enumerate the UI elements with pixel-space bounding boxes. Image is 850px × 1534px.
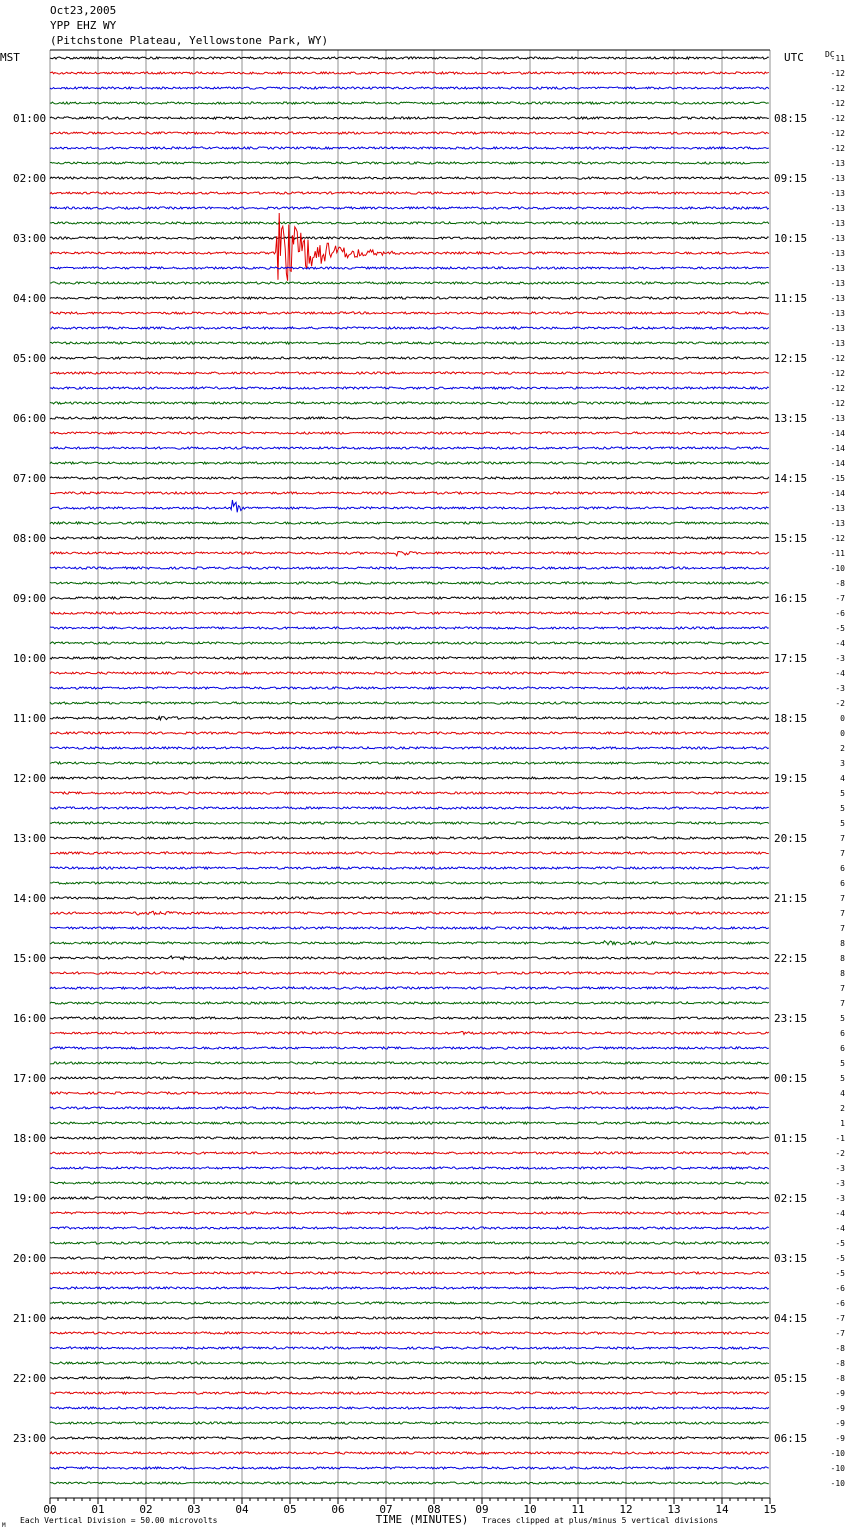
dc-offset-label: -3 [835, 1194, 845, 1203]
mst-hour-label: 20:00 [13, 1252, 47, 1265]
utc-hour-label: 06:15 [774, 1432, 808, 1445]
mst-hour-label: 01:00 [13, 112, 47, 125]
trace-68 [50, 1077, 769, 1079]
dc-offset-label: -14 [830, 459, 845, 468]
trace-21 [50, 372, 769, 374]
dc-offset-label: -4 [835, 669, 845, 678]
trace-88 [50, 1377, 769, 1379]
time-tick-label: 12 [619, 1503, 633, 1516]
trace-77 [50, 1212, 769, 1214]
trace-56 [50, 897, 769, 899]
trace-36 [50, 597, 769, 599]
dc-offset-label: 6 [840, 864, 845, 873]
dc-offset-label: -3 [835, 1164, 845, 1173]
time-tick-label: 00 [43, 1503, 57, 1516]
dc-offset-label: -9 [835, 1434, 845, 1443]
trace-18 [50, 327, 769, 329]
trace-95 [50, 1482, 769, 1484]
trace-10 [50, 207, 769, 209]
trace-22 [50, 387, 769, 389]
trace-45 [50, 732, 769, 734]
dc-offset-label: -13 [830, 294, 845, 303]
dc-offset-label: -13 [830, 309, 845, 318]
dc-offset-label: -13 [830, 264, 845, 273]
utc-hour-label: 11:15 [774, 292, 808, 305]
station-location: (Pitchstone Plateau, Yellowstone Park, WY) [50, 34, 329, 47]
utc-hour-label: 04:15 [774, 1312, 808, 1325]
trace-42 [50, 687, 769, 689]
time-tick-label: 14 [715, 1503, 729, 1516]
trace-26 [50, 447, 769, 449]
dc-offset-label: -7 [835, 1329, 845, 1338]
trace-46 [50, 747, 769, 749]
trace-24 [50, 417, 769, 419]
dc-offset-label: -12 [830, 369, 845, 378]
mst-hour-label: 23:00 [13, 1432, 47, 1445]
utc-hour-label: 20:15 [774, 832, 808, 845]
dc-offset-label: 4 [840, 1089, 845, 1098]
trace-70 [50, 1107, 769, 1109]
dc-offset-label: 0 [840, 714, 845, 723]
dc-offset-label: 7 [840, 984, 845, 993]
utc-hour-label: 13:15 [774, 412, 808, 425]
utc-hour-label: 16:15 [774, 592, 808, 605]
trace-51 [50, 822, 769, 824]
mst-hour-label: 11:00 [13, 712, 47, 725]
trace-4 [50, 117, 769, 119]
dc-offset-label: -4 [835, 1224, 845, 1233]
time-axis [2, 1498, 777, 1529]
trace-16 [50, 297, 769, 299]
mst-hour-label: 13:00 [13, 832, 47, 845]
time-tick-label: 04 [235, 1503, 249, 1516]
dc-offset-label: -11 [830, 54, 845, 63]
trace-90 [50, 1407, 769, 1409]
dc-offset-label: -7 [835, 594, 845, 603]
dc-offset-label: -7 [835, 1314, 845, 1323]
dc-offset-label: 6 [840, 1029, 845, 1038]
trace-94 [50, 1467, 769, 1469]
trace-29 [50, 492, 769, 494]
dc-offset-label: 1 [840, 1119, 845, 1128]
dc-offset-label: -10 [830, 1449, 845, 1458]
dc-offset-label: -12 [830, 354, 845, 363]
mst-hour-label: 08:00 [13, 532, 47, 545]
trace-35 [50, 582, 769, 584]
trace-25 [50, 432, 769, 434]
dc-offset-label: -8 [835, 1359, 845, 1368]
dc-offset-label: 3 [840, 759, 845, 768]
dc-offset-label: -12 [830, 129, 845, 138]
dc-offset-label: -12 [830, 114, 845, 123]
dc-offset-label: -9 [835, 1419, 845, 1428]
trace-58 [50, 927, 769, 929]
dc-offset-label: -13 [830, 279, 845, 288]
mst-hour-label: 15:00 [13, 952, 47, 965]
scale-note: Each Vertical Division = 50.00 microvolts [20, 1516, 218, 1525]
dc-offset-label: -12 [830, 99, 845, 108]
utc-hour-label: 03:15 [774, 1252, 808, 1265]
dc-offset-label: -4 [835, 1209, 845, 1218]
trace-20 [50, 357, 769, 359]
mst-hour-label: 03:00 [13, 232, 47, 245]
trace-14 [50, 267, 769, 269]
dc-offset-label: -14 [830, 429, 845, 438]
trace-3 [50, 102, 769, 104]
trace-63 [50, 1002, 769, 1004]
utc-hour-label: 21:15 [774, 892, 808, 905]
dc-offset-label: -3 [835, 1179, 845, 1188]
trace-9 [50, 192, 769, 194]
time-tick-label: 11 [571, 1503, 585, 1516]
trace-71 [50, 1122, 769, 1124]
dc-offset-label: 7 [840, 894, 845, 903]
trace-81 [50, 1272, 769, 1274]
dc-offset-label: -13 [830, 234, 845, 243]
trace-87 [50, 1362, 769, 1364]
trace-30 [50, 500, 769, 512]
trace-75 [50, 1182, 769, 1184]
dc-offset-label: -5 [835, 624, 845, 633]
mst-hour-label: 09:00 [13, 592, 47, 605]
trace-86 [50, 1347, 769, 1349]
trace-65 [50, 1032, 769, 1035]
utc-hour-label: 05:15 [774, 1372, 808, 1385]
trace-5 [50, 132, 769, 134]
dc-offset-label: -14 [830, 444, 845, 453]
trace-78 [50, 1227, 769, 1229]
dc-offset-label: 5 [840, 1059, 845, 1068]
time-tick-label: 01 [91, 1503, 105, 1516]
trace-7 [50, 162, 769, 164]
time-tick-label: 02 [139, 1503, 153, 1516]
trace-57 [50, 911, 769, 915]
utc-hour-label: 15:15 [774, 532, 808, 545]
dc-offset-label: 2 [840, 1104, 845, 1113]
mst-hour-label: 17:00 [13, 1072, 47, 1085]
trace-23 [50, 402, 769, 404]
dc-offset-label: -6 [835, 1299, 845, 1308]
mst-hour-label: 05:00 [13, 352, 47, 365]
dc-offset-label: 7 [840, 834, 845, 843]
trace-17 [50, 312, 769, 314]
trace-93 [50, 1452, 769, 1454]
trace-61 [50, 972, 769, 974]
mst-hour-label: 19:00 [13, 1192, 47, 1205]
trace-80 [50, 1257, 769, 1259]
trace-76 [50, 1197, 769, 1199]
trace-50 [50, 807, 769, 809]
trace-28 [50, 477, 769, 479]
dc-offset-label: 2 [840, 744, 845, 753]
dc-axis-label: DC [825, 50, 835, 59]
dc-offset-label: 4 [840, 774, 845, 783]
trace-67 [50, 1062, 769, 1064]
dc-offset-label: 6 [840, 879, 845, 888]
mst-hour-label: 22:00 [13, 1372, 47, 1385]
mst-hour-label: 06:00 [13, 412, 47, 425]
dc-offset-label: -5 [835, 1269, 845, 1278]
trace-55 [50, 882, 769, 884]
trace-12 [50, 237, 769, 239]
trace-8 [50, 177, 769, 179]
clip-note: Traces clipped at plus/minus 5 vertical divisions [482, 1516, 719, 1525]
trace-84 [50, 1317, 769, 1319]
dc-offset-label: -13 [830, 519, 845, 528]
trace-89 [50, 1392, 769, 1394]
trace-41 [50, 672, 769, 674]
dc-offset-label: 5 [840, 819, 845, 828]
time-tick-label: 07 [379, 1503, 393, 1516]
trace-92 [50, 1437, 769, 1439]
trace-37 [50, 612, 769, 614]
trace-27 [50, 462, 769, 464]
dc-offset-label: 5 [840, 804, 845, 813]
corner-mark: M [2, 1522, 6, 1529]
trace-73 [50, 1152, 769, 1154]
dc-offset-label: -2 [835, 1149, 845, 1158]
trace-52 [50, 837, 769, 839]
dc-offset-label: 5 [840, 1014, 845, 1023]
trace-85 [50, 1332, 769, 1334]
utc-hour-label: 08:15 [774, 112, 808, 125]
time-tick-label: 08 [427, 1503, 441, 1516]
trace-40 [50, 657, 769, 659]
dc-offset-label: -12 [830, 534, 845, 543]
trace-82 [50, 1287, 769, 1289]
dc-offset-label: -12 [830, 84, 845, 93]
mst-hour-label: 16:00 [13, 1012, 47, 1025]
dc-offset-label: 7 [840, 849, 845, 858]
dc-offset-label: -2 [835, 699, 845, 708]
trace-0 [50, 57, 769, 59]
dc-offset-label: -12 [830, 399, 845, 408]
utc-axis-label: UTC [784, 51, 804, 64]
trace-53 [50, 852, 769, 854]
utc-hour-label: 18:15 [774, 712, 808, 725]
trace-91 [50, 1422, 769, 1424]
dc-offset-label: -8 [835, 1374, 845, 1383]
trace-69 [50, 1092, 769, 1094]
mst-hour-label: 02:00 [13, 172, 47, 185]
dc-offset-label: -10 [830, 1464, 845, 1473]
dc-offset-label: -5 [835, 1254, 845, 1263]
time-tick-label: 15 [763, 1503, 777, 1516]
dc-offset-label: 5 [840, 1074, 845, 1083]
utc-hour-label: 09:15 [774, 172, 808, 185]
mst-axis-label: MST [0, 51, 20, 64]
mst-hour-label: 14:00 [13, 892, 47, 905]
dc-offset-label: -13 [830, 414, 845, 423]
trace-79 [50, 1242, 769, 1244]
utc-hour-label: 10:15 [774, 232, 808, 245]
trace-31 [50, 522, 769, 524]
trace-47 [50, 762, 769, 764]
dc-offset-label: -13 [830, 249, 845, 258]
trace-74 [50, 1167, 769, 1169]
trace-6 [50, 147, 769, 149]
dc-offset-label: -9 [835, 1389, 845, 1398]
trace-43 [50, 702, 769, 704]
utc-hour-label: 17:15 [774, 652, 808, 665]
trace-59 [50, 941, 769, 945]
trace-60 [50, 956, 769, 960]
utc-hour-label: 19:15 [774, 772, 808, 785]
mst-hour-label: 10:00 [13, 652, 47, 665]
trace-49 [50, 792, 769, 794]
dc-offset-label: -10 [830, 1479, 845, 1488]
trace-48 [50, 777, 769, 779]
station-code: YPP EHZ WY [50, 19, 117, 32]
dc-offset-label: -13 [830, 219, 845, 228]
dc-offset-label: -12 [830, 69, 845, 78]
time-tick-label: 09 [475, 1503, 489, 1516]
trace-66 [50, 1047, 769, 1049]
dc-offset-label: 7 [840, 924, 845, 933]
time-tick-label: 03 [187, 1503, 201, 1516]
trace-19 [50, 342, 769, 344]
trace-54 [50, 867, 769, 869]
dc-offset-label: -13 [830, 324, 845, 333]
dc-offset-label: 8 [840, 969, 845, 978]
utc-hour-label: 22:15 [774, 952, 808, 965]
dc-offset-label: 6 [840, 1044, 845, 1053]
dc-offset-label: -15 [830, 474, 845, 483]
utc-hour-label: 02:15 [774, 1192, 808, 1205]
dc-offset-label: -13 [830, 189, 845, 198]
utc-hour-label: 14:15 [774, 472, 808, 485]
dc-offset-label: 7 [840, 999, 845, 1008]
dc-offset-label: -14 [830, 489, 845, 498]
seismic-traces [50, 57, 769, 1484]
trace-44 [50, 717, 769, 720]
time-axis-title: TIME (MINUTES) [375, 1513, 469, 1526]
utc-hour-label: 12:15 [774, 352, 808, 365]
dc-offset-label: -10 [830, 564, 845, 573]
utc-hour-label: 23:15 [774, 1012, 808, 1025]
dc-offset-label: -9 [835, 1404, 845, 1413]
dc-offset-label: 5 [840, 789, 845, 798]
dc-offset-label: -5 [835, 1239, 845, 1248]
dc-offset-label: -13 [830, 339, 845, 348]
mst-hour-label: 04:00 [13, 292, 47, 305]
dc-offset-label: -13 [830, 504, 845, 513]
trace-83 [50, 1302, 769, 1304]
dc-offset-label: -13 [830, 204, 845, 213]
dc-offset-label: 7 [840, 909, 845, 918]
trace-11 [50, 222, 769, 224]
mst-hour-label: 07:00 [13, 472, 47, 485]
dc-offset-label: -3 [835, 654, 845, 663]
dc-offset-label: -8 [835, 579, 845, 588]
utc-hour-label: 01:15 [774, 1132, 808, 1145]
mst-hour-label: 12:00 [13, 772, 47, 785]
dc-offset-label: -12 [830, 144, 845, 153]
dc-offset-label: -13 [830, 174, 845, 183]
trace-34 [50, 567, 769, 569]
time-tick-label: 13 [667, 1503, 681, 1516]
trace-32 [50, 537, 769, 539]
time-tick-label: 05 [283, 1503, 297, 1516]
dc-offset-label: -11 [830, 549, 845, 558]
dc-offset-label: -8 [835, 1344, 845, 1353]
dc-offset-label: 0 [840, 729, 845, 738]
dc-offset-label: -6 [835, 1284, 845, 1293]
dc-offset-label: -1 [835, 1134, 845, 1143]
dc-offset-label: -12 [830, 384, 845, 393]
mst-hour-label: 18:00 [13, 1132, 47, 1145]
trace-64 [50, 1017, 769, 1019]
dc-offset-label: -4 [835, 639, 845, 648]
utc-hour-label: 00:15 [774, 1072, 808, 1085]
trace-33 [50, 552, 769, 556]
dc-offset-label: -13 [830, 159, 845, 168]
trace-15 [50, 282, 769, 284]
dc-offset-label: -6 [835, 609, 845, 618]
chart-date: Oct23,2005 [50, 4, 117, 17]
trace-62 [50, 987, 769, 989]
dc-offset-label: -3 [835, 684, 845, 693]
trace-39 [50, 642, 769, 645]
dc-offset-label: 8 [840, 954, 845, 963]
mst-hour-label: 21:00 [13, 1312, 47, 1325]
trace-38 [50, 627, 769, 629]
trace-72 [50, 1137, 769, 1139]
time-tick-label: 06 [331, 1503, 345, 1516]
time-tick-label: 10 [523, 1503, 537, 1516]
trace-2 [50, 87, 769, 89]
trace-1 [50, 72, 769, 74]
dc-offset-label: 8 [840, 939, 845, 948]
